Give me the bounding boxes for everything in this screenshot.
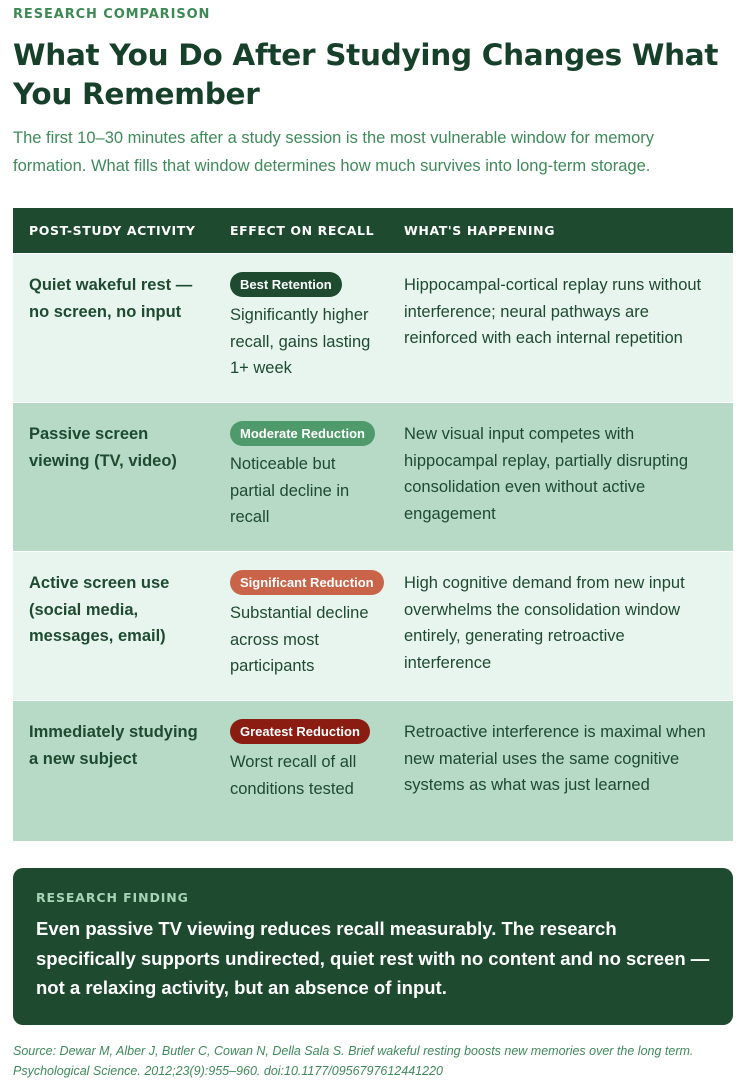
source-citation: Source: Dewar M, Alber J, Butler C, Cowan N, Della Sala S. Brief wakeful resting boosts new memories over the long term. Psychological Science. 2012;23(9):955–960. doi:10.1177/0956797612441220 — [13, 1044, 694, 1078]
effect-badge: Greatest Reduction — [230, 719, 370, 744]
activity-cell: Passive screen viewing (TV, video) — [13, 403, 214, 552]
activity-cell: Immediately studying a new subject — [13, 701, 214, 842]
effect-text: Worst recall of all conditions tested — [230, 753, 357, 798]
effect-text: Significantly higher recall, gains lasting 1+ week — [230, 306, 371, 377]
comparison-table — [13, 208, 733, 841]
table-row — [13, 403, 733, 552]
table-row — [13, 701, 733, 842]
happening-cell: Retroactive interference is maximal when new material uses the same cognitive systems as what was just learned — [400, 701, 733, 842]
intro-paragraph: The first 10–30 minutes after a study session is the most vulnerable window for memory formation. What fills that window determines how much survives into long-term storage. — [13, 129, 655, 175]
header-effect: EFFECT ON RECALL — [214, 208, 400, 254]
activity-cell: Active screen use (social media, messages, email) — [13, 552, 214, 701]
effect-badge: Best Retention — [230, 272, 342, 297]
happening-cell: New visual input competes with hippocampal replay, partially disrupting consolidation even without active engagement — [400, 403, 733, 552]
header-activity: POST-STUDY ACTIVITY — [13, 208, 214, 254]
research-finding-box — [13, 868, 733, 1025]
table-row — [13, 254, 733, 403]
happening-cell: High cognitive demand from new input overwhelms the consolidation window entirely, generating retroactive interference — [400, 552, 733, 701]
effect-cell — [214, 701, 400, 842]
activity-cell: Quiet wakeful rest — no screen, no input — [13, 254, 214, 403]
effect-cell — [214, 552, 400, 701]
effect-cell — [214, 254, 400, 403]
effect-text: Noticeable but partial decline in recall — [230, 455, 350, 526]
table-row — [13, 552, 733, 701]
page-title: What You Do After Studying Changes What You Remember — [13, 38, 719, 111]
table-header-row — [13, 208, 733, 254]
effect-text: Substantial decline across most participants — [230, 604, 369, 675]
eyebrow-label: RESEARCH COMPARISON — [13, 7, 211, 22]
effect-badge: Significant Reduction — [230, 570, 384, 595]
effect-badge: Moderate Reduction — [230, 421, 375, 446]
happening-cell: Hippocampal-cortical replay runs without interference; neural pathways are reinforced with each internal repetition — [400, 254, 733, 403]
effect-cell — [214, 403, 400, 552]
finding-text: Even passive TV viewing reduces recall measurably. The research specifically supports undirected, quiet rest with no content and no screen — not a relaxing activity, but an absence of input. — [36, 918, 710, 998]
finding-label: RESEARCH FINDING — [36, 890, 189, 905]
header-happening: WHAT'S HAPPENING — [400, 208, 733, 254]
